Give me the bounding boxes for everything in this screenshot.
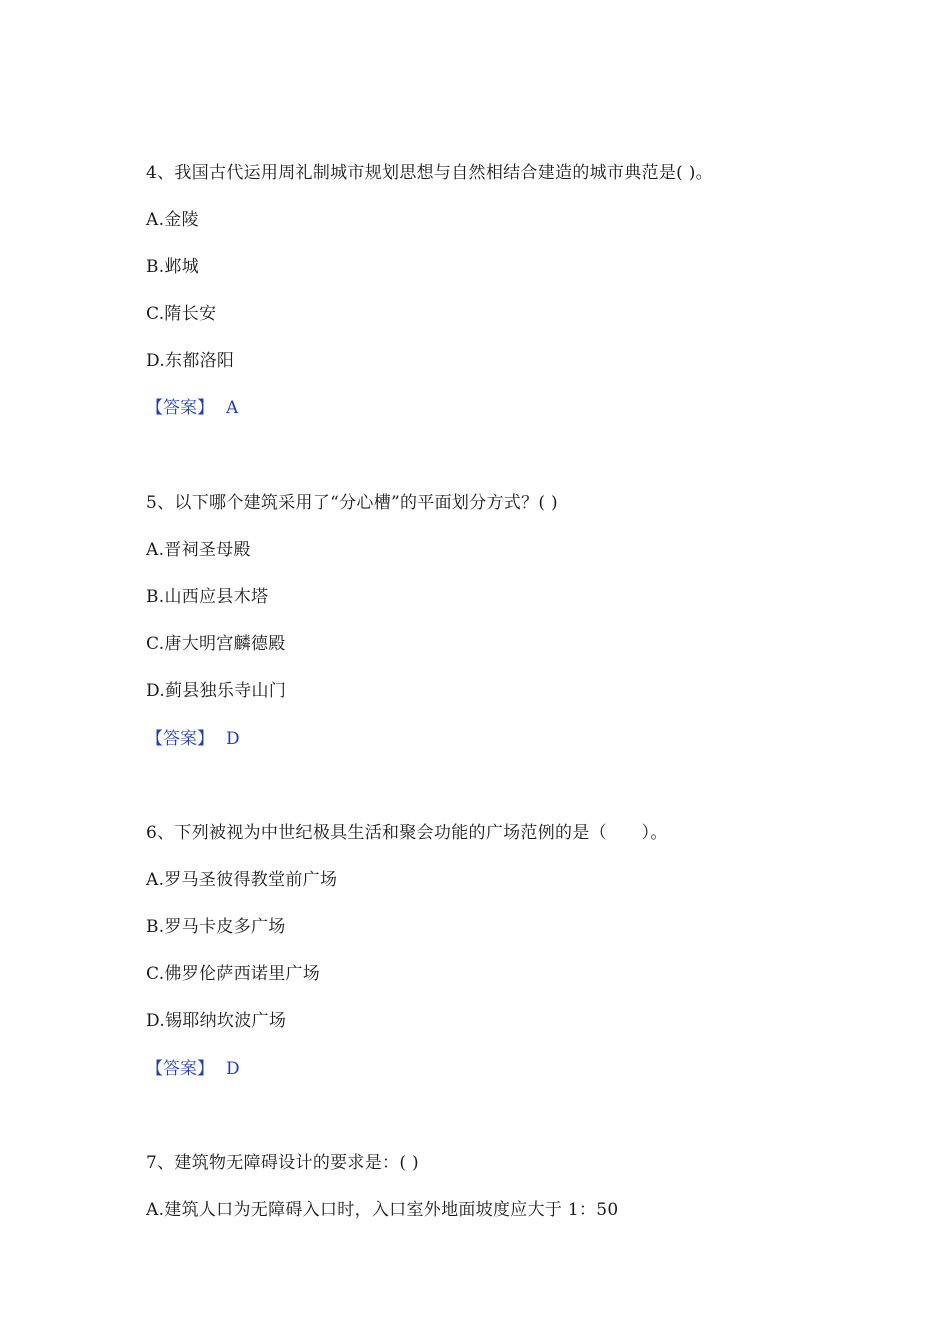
- question-6-option-d: D.锡耶纳坎波广场: [146, 1011, 287, 1031]
- answer-label: 【答案】: [146, 398, 214, 418]
- question-7-stem: 7、建筑物无障碍设计的要求是：( ): [146, 1153, 419, 1173]
- question-4-option-d: D.东都洛阳: [146, 351, 235, 371]
- answer-value: D: [226, 1059, 240, 1079]
- question-5-option-d: D.蓟县独乐寺山门: [146, 681, 287, 701]
- question-4-answer: [146, 397, 238, 419]
- question-6-answer: [146, 1058, 240, 1080]
- question-4-option-c: C.隋长安: [146, 304, 217, 324]
- question-6-option-c: C.佛罗伦萨西诺里广场: [146, 964, 321, 984]
- question-6-option-a: A.罗马圣彼得教堂前广场: [146, 870, 338, 890]
- question-4-option-a: A.金陵: [146, 210, 199, 230]
- question-5-answer: [146, 728, 240, 750]
- question-5-stem: 5、以下哪个建筑采用了“分心槽”的平面划分方式？( ): [146, 493, 558, 513]
- answer-value: D: [226, 729, 240, 749]
- question-7-option-a: A.建筑人口为无障碍入口时，入口室外地面坡度应大于 1：50: [146, 1200, 619, 1220]
- question-5-option-b: B.山西应县木塔: [146, 587, 269, 607]
- answer-value: A: [226, 398, 239, 418]
- answer-label: 【答案】: [146, 1059, 214, 1079]
- question-5-option-a: A.晋祠圣母殿: [146, 540, 251, 560]
- question-5-option-c: C.唐大明宫麟德殿: [146, 634, 286, 654]
- question-4-option-b: B.邺城: [146, 257, 200, 277]
- question-4-stem: 4、我国古代运用周礼制城市规划思想与自然相结合建造的城市典范是( )。: [146, 163, 713, 183]
- question-6-option-b: B.罗马卡皮多广场: [146, 917, 286, 937]
- answer-label: 【答案】: [146, 729, 214, 749]
- question-6-stem: 6、下列被视为中世纪极具生活和聚会功能的广场范例的是（ ）。: [146, 823, 668, 843]
